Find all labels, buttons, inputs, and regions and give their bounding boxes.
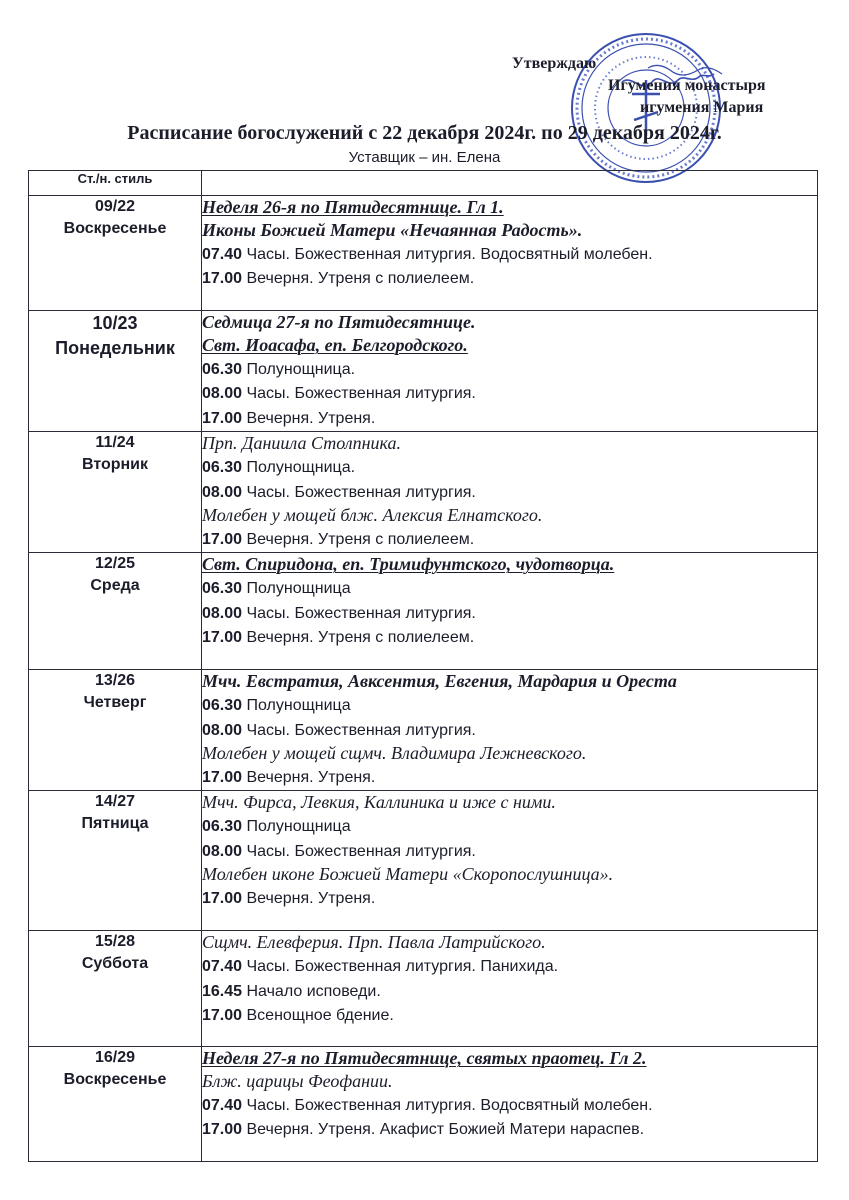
feast-title: Мчч. Евстратия, Авксентия, Евгения, Мардария и Ореста [202, 670, 677, 691]
day-cell [29, 552, 202, 669]
service-time: 17.00 [202, 270, 243, 288]
feast-subtitle: Иконы Божией Матери «Нечаянная Радость». [202, 219, 583, 240]
service-cell [202, 431, 818, 552]
service-line [202, 242, 817, 267]
moleben-line: Молебен иконе Божией Матери «Скоропослушница». [202, 864, 614, 885]
service-time: 06.30 [202, 696, 243, 714]
service-line [202, 480, 817, 505]
service-text: Вечерня. Утреня. [242, 890, 376, 908]
day-date: 16/29 [94, 1048, 136, 1066]
day-date: 09/22 [94, 198, 136, 215]
service-time: 16.45 [202, 982, 243, 1000]
day-weekday: Суббота [81, 954, 149, 972]
service-time: 17.00 [202, 1007, 243, 1025]
approver-name: игумения Мария [640, 99, 764, 116]
service-time: 08.00 [202, 604, 243, 622]
service-time: 17.00 [202, 890, 243, 908]
table-row [29, 431, 818, 552]
day-date: 10/23 [92, 313, 138, 333]
service-time: 07.40 [202, 957, 243, 975]
service-line [202, 1117, 817, 1142]
day-date: 12/25 [94, 554, 136, 572]
service-cell [202, 196, 818, 311]
service-text: Вечерня. Утреня с полиелеем. [242, 531, 475, 549]
service-cell [202, 311, 818, 432]
column-header-style: Ст./н. стиль [29, 171, 202, 196]
service-text: Вечерня. Утреня с полиелеем. [242, 270, 475, 288]
service-text: Полунощница. [242, 458, 356, 476]
service-line [202, 266, 817, 291]
day-date: 15/28 [94, 932, 136, 950]
table-row [29, 311, 818, 432]
service-time: 17.00 [202, 769, 243, 787]
service-line [202, 886, 817, 911]
page-title: Расписание богослужений с 22 декабря 2024г. по 29 декабря 2024г. [127, 122, 722, 144]
service-cell [202, 930, 818, 1046]
day-weekday: Четверг [83, 693, 147, 711]
table-row [29, 552, 818, 669]
service-line [202, 357, 817, 382]
service-line [202, 527, 817, 552]
column-header-content [202, 171, 818, 196]
service-text: Часы. Божественная литургия. Водосвятный молебен. [242, 1096, 653, 1114]
day-date: 13/26 [94, 671, 136, 689]
service-time: 07.40 [202, 245, 243, 263]
service-line [202, 814, 817, 839]
service-text: Полунощница [242, 817, 351, 835]
table-row [29, 790, 818, 930]
feast-title: Неделя 27-я по Пятидесятнице, святых праотец. Гл 2. [202, 1047, 647, 1068]
service-time: 08.00 [202, 483, 243, 501]
day-weekday: Пятница [81, 814, 149, 832]
service-line [202, 381, 817, 406]
service-text: Часы. Божественная литургия. [242, 604, 476, 622]
service-line [202, 601, 817, 626]
approver-position: Игумения монастыря [608, 77, 766, 94]
service-time: 17.00 [202, 531, 243, 549]
feast-title: Свт. Спиридона, еп. Тримифунтского, чудотворца. [202, 553, 615, 574]
service-text: Полунощница. [242, 360, 356, 378]
moleben-line: Молебен у мощей сщмч. Владимира Лежневского. [202, 743, 587, 764]
service-text: Часы. Божественная литургия. [242, 721, 476, 739]
service-line [202, 1003, 817, 1028]
feast-subtitle: Свт. Иоасафа, еп. Белгородского. [202, 334, 468, 355]
service-cell [202, 790, 818, 930]
table-row [29, 1046, 818, 1161]
saint-commemoration: Прп. Даниила Столпника. [202, 432, 402, 453]
saint-commemoration: Блж. царицы Феофании. [202, 1070, 393, 1091]
service-line [202, 693, 817, 718]
service-line [202, 839, 817, 864]
service-time: 06.30 [202, 579, 243, 597]
service-text: Часы. Божественная литургия. [242, 842, 476, 860]
moleben-line: Молебен у мощей блж. Алексия Елнатского. [202, 505, 543, 526]
day-weekday: Воскресенье [63, 1070, 167, 1088]
day-weekday: Вторник [81, 455, 149, 473]
service-line [202, 1093, 817, 1118]
service-line [202, 455, 817, 480]
approve-label: Утверждаю [512, 55, 597, 72]
service-time: 17.00 [202, 629, 243, 647]
service-line [202, 954, 817, 979]
service-cell [202, 669, 818, 790]
day-cell [29, 1046, 202, 1161]
service-text: Часы. Божественная литургия. [242, 385, 476, 403]
feast-title: Седмица 27-я по Пятидесятнице. [202, 312, 476, 332]
day-cell [29, 196, 202, 311]
service-line [202, 718, 817, 743]
table-row [29, 196, 818, 311]
saint-commemoration: Сщмч. Елевферия. Прп. Павла Латрийского. [202, 931, 546, 952]
day-weekday: Среда [90, 576, 140, 594]
service-time: 07.40 [202, 1096, 243, 1114]
service-text: Полунощница [242, 579, 351, 597]
service-line [202, 765, 817, 790]
service-time: 08.00 [202, 842, 243, 860]
day-cell [29, 669, 202, 790]
day-weekday: Воскресенье [63, 220, 167, 237]
service-line [202, 979, 817, 1004]
day-date: 14/27 [94, 792, 136, 810]
table-header-row [29, 171, 818, 196]
day-weekday: Понедельник [55, 338, 175, 358]
service-line [202, 576, 817, 601]
service-time: 06.30 [202, 817, 243, 835]
service-text: Полунощница [242, 696, 351, 714]
day-cell [29, 930, 202, 1046]
service-time: 17.00 [202, 410, 243, 428]
saint-commemoration: Мчч. Фирса, Левкия, Каллиника и иже с ними. [202, 791, 556, 812]
service-text: Начало исповеди. [242, 982, 381, 1000]
service-cell [202, 552, 818, 669]
service-text: Часы. Божественная литургия. Водосвятный молебен. [242, 245, 653, 263]
day-cell [29, 311, 202, 432]
service-cell [202, 1046, 818, 1161]
service-text: Часы. Божественная литургия. Панихида. [242, 957, 559, 975]
service-time: 06.30 [202, 360, 243, 378]
day-cell [29, 790, 202, 930]
service-text: Всенощное бдение. [242, 1007, 394, 1025]
service-line [202, 625, 817, 650]
service-text: Вечерня. Утреня. [242, 769, 376, 787]
service-text: Вечерня. Утреня. Акафист Божией Матери нараспев. [242, 1121, 645, 1139]
service-time: 08.00 [202, 385, 243, 403]
table-row [29, 669, 818, 790]
service-time: 08.00 [202, 721, 243, 739]
service-text: Вечерня. Утреня. [242, 410, 376, 428]
service-line [202, 406, 817, 431]
feast-title: Неделя 26-я по Пятидесятнице. Гл 1. [202, 197, 504, 217]
page-subtitle: Уставщик – ин. Елена [348, 149, 501, 166]
schedule-table [28, 170, 818, 1162]
service-text: Вечерня. Утреня с полиелеем. [242, 629, 475, 647]
service-text: Часы. Божественная литургия. [242, 483, 476, 501]
service-time: 17.00 [202, 1121, 243, 1139]
day-date: 11/24 [95, 433, 135, 451]
service-time: 06.30 [202, 458, 243, 476]
table-row [29, 930, 818, 1046]
day-cell [29, 431, 202, 552]
